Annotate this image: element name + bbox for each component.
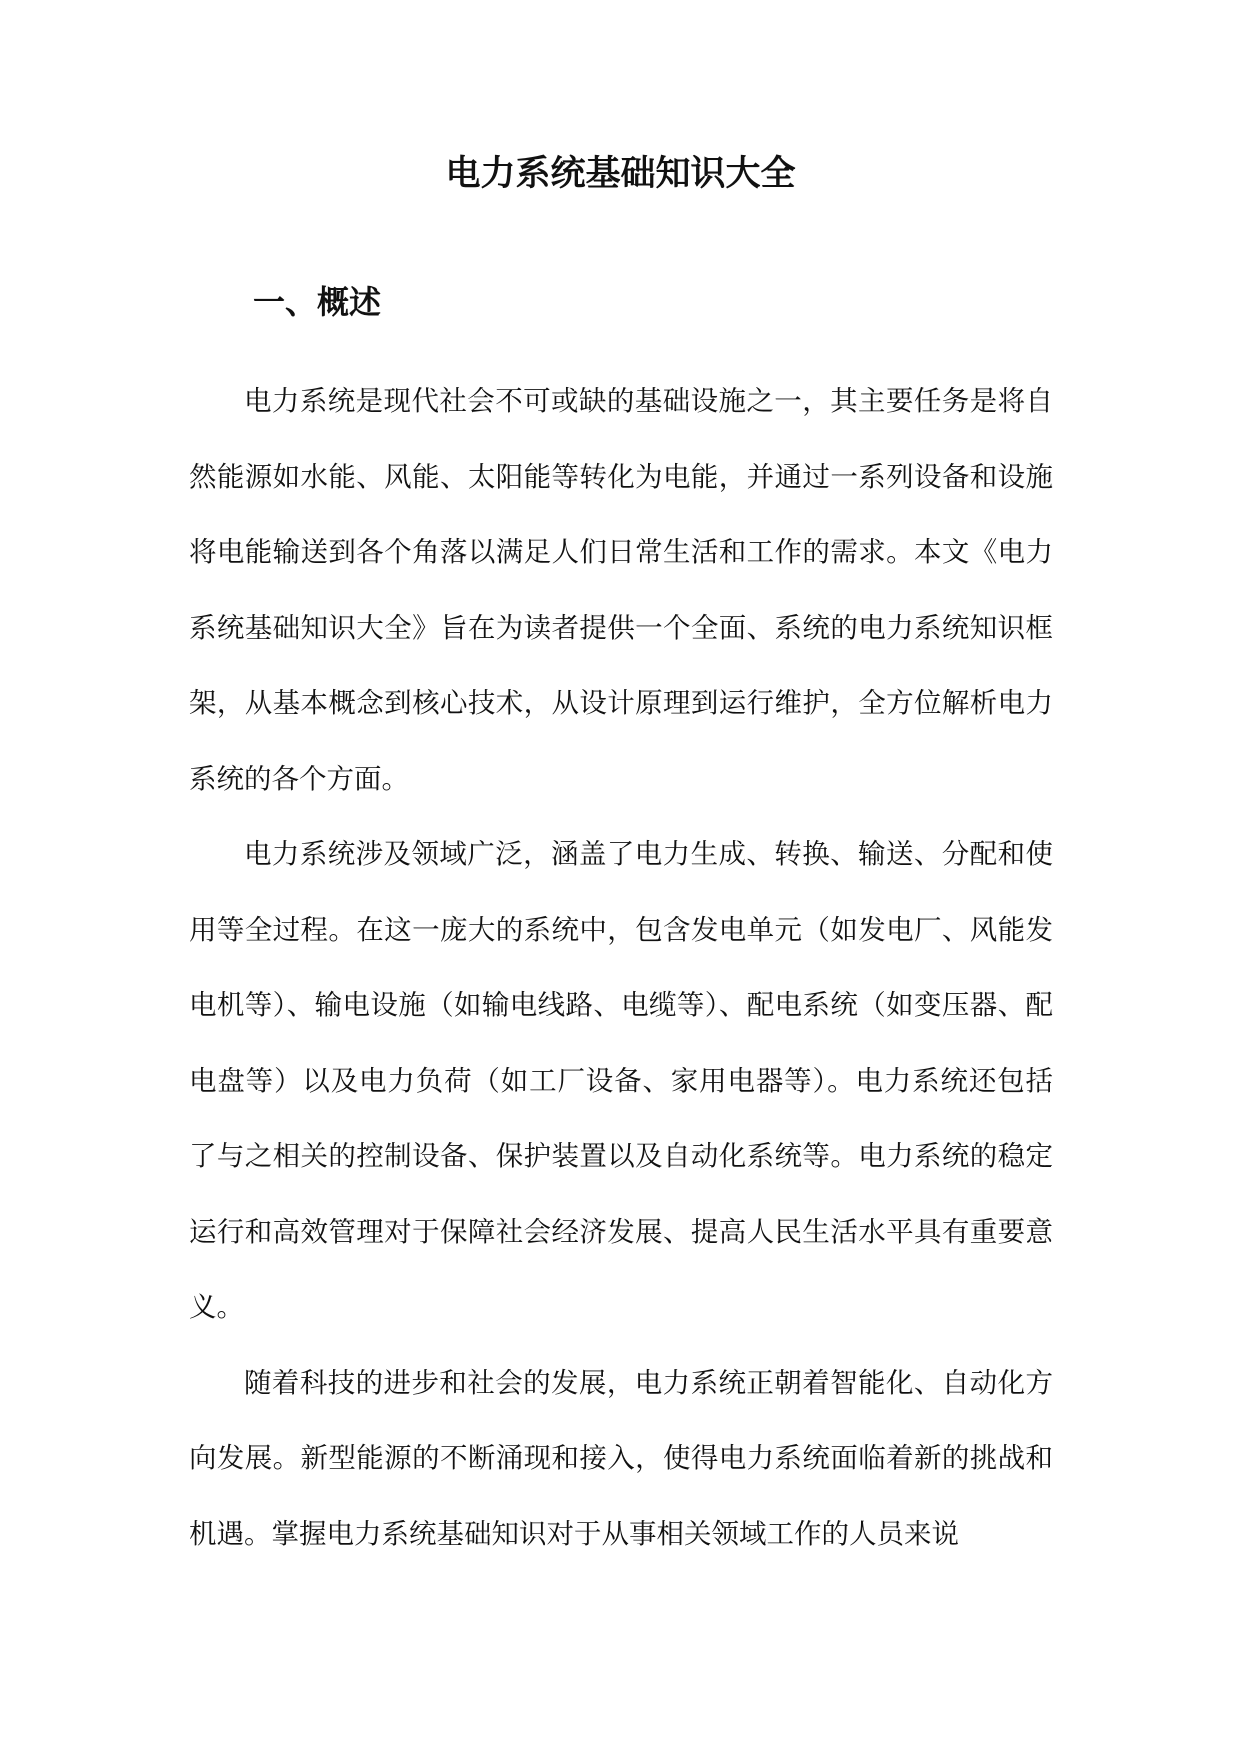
section-body [189,364,1053,1572]
paragraph-3: 随着科技的进步和社会的发展，电力系统正朝着智能化、自动化方向发展。新型能源的不断涌现和接入，使得电力系统面临着新的挑战和机遇。掌握电力系统基础知识对于从事相关领域工作的人员来说 [189,1366,1053,1550]
section-heading: 一、概述 [253,283,382,321]
paragraph-1: 电力系统是现代社会不可或缺的基础设施之一，其主要任务是将自然能源如水能、风能、太阳能等转化为电能，并通过一系列设备和设施将电能输送到各个角落以满足人们日常生活和工作的需求。本文《电力系统基础知识大全》旨在为读者提供一个全面、系统的电力系统知识框架，从基本概念到核心技术，从设计原理到运行维护，全方位解析电力系统的各个方面。 [189,385,1053,795]
paragraph-2: 电力系统涉及领域广泛，涵盖了电力生成、转换、输送、分配和使用等全过程。在这一庞大的系统中，包含发电单元（如发电厂、风能发电机等）、输电设施（如输电线路、电缆等）、配电系统（如变压器、配电盘等）以及电力负荷（如工厂设备、家用电器等）。电力系统还包括了与之相关的控制设备、保护装置以及自动化系统等。电力系统的稳定运行和高效管理对于保障社会经济发展、提高人民生活水平具有重要意义。 [189,838,1053,1323]
document-title: 电力系统基础知识大全 [445,154,796,194]
